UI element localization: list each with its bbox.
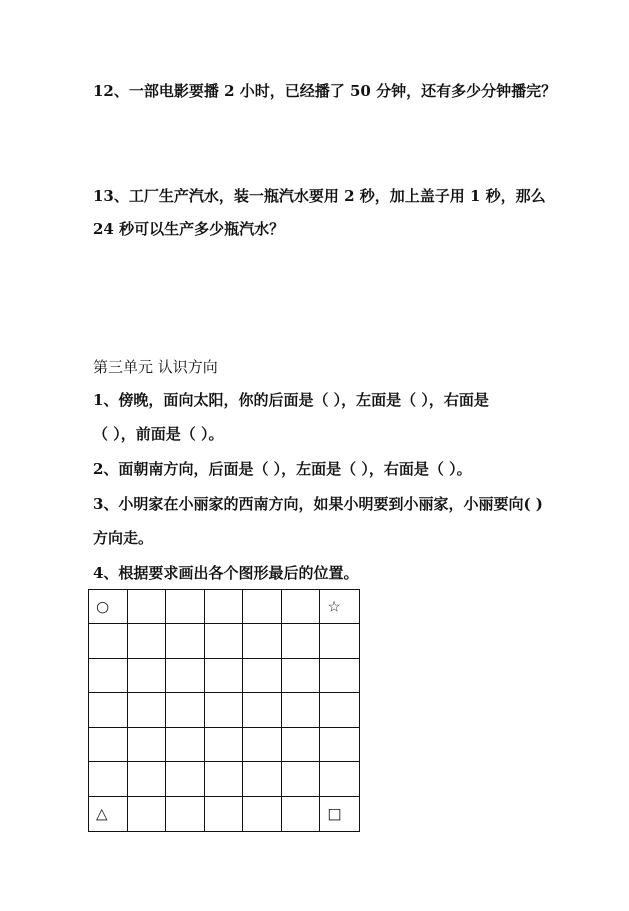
grid-cell (205, 693, 244, 727)
grid-cell (89, 590, 128, 624)
grid-cell (205, 590, 244, 624)
grid-cell (205, 762, 244, 796)
grid-cell (320, 590, 359, 624)
grid-cell (205, 728, 244, 762)
grid-cell (320, 728, 359, 762)
grid-cell (205, 624, 244, 658)
grid-cell (243, 624, 282, 658)
direction-question-2: 2、面朝南方向，后面是（ ），左面是（ ），右面是（ ）。 (93, 460, 472, 478)
grid-cell (243, 693, 282, 727)
grid-cell (282, 728, 321, 762)
grid-cell (282, 693, 321, 727)
grid-cell (282, 797, 321, 831)
grid-cell (282, 659, 321, 693)
grid-cell (166, 624, 205, 658)
grid-cell (128, 590, 167, 624)
grid-cell (205, 797, 244, 831)
square-icon: □ (327, 804, 342, 823)
grid-cell (282, 762, 321, 796)
position-grid (88, 589, 360, 832)
grid-cell (89, 762, 128, 796)
grid-cell (89, 797, 128, 831)
grid-cell (243, 762, 282, 796)
grid-cell (166, 797, 205, 831)
grid-cell (320, 797, 359, 831)
grid-cell (320, 693, 359, 727)
grid-cell (128, 728, 167, 762)
unit-title: 第三单元 认识方向 (93, 358, 218, 376)
grid-cell (320, 624, 359, 658)
grid-cell (205, 659, 244, 693)
grid-cell (166, 762, 205, 796)
triangle-icon: △ (96, 804, 108, 823)
grid-cell (320, 659, 359, 693)
grid-cell (282, 590, 321, 624)
grid-cell (89, 728, 128, 762)
grid-cell (166, 728, 205, 762)
question-12: 12、一部电影要播 2 小时，已经播了 50 分钟，还有多少分钟播完？ (93, 82, 557, 100)
star-icon: ☆ (327, 597, 341, 616)
question-13-line-1: 13、工厂生产汽水，装一瓶汽水要用 2 秒，加上盖子用 1 秒，那么 (93, 187, 546, 205)
grid-cell (128, 797, 167, 831)
grid-cell (243, 797, 282, 831)
grid-cell (166, 659, 205, 693)
grid-cell (166, 693, 205, 727)
grid-cell (243, 728, 282, 762)
grid-cell (243, 659, 282, 693)
grid-cell (320, 762, 359, 796)
grid-cell (282, 624, 321, 658)
grid-cell (128, 624, 167, 658)
grid-cell (166, 590, 205, 624)
direction-question-3-line-1: 3、小明家在小丽家的西南方向，如果小明要到小丽家，小丽要向( ) (93, 495, 543, 513)
grid-cell (128, 659, 167, 693)
direction-question-1-line-2: （ ），前面是（ ）。 (93, 425, 224, 443)
direction-question-4: 4、根据要求画出各个图形最后的位置。 (93, 564, 359, 582)
grid-cell (89, 693, 128, 727)
grid-cell (128, 762, 167, 796)
direction-question-1-line-1: 1、傍晚，面向太阳，你的后面是（ ），左面是（ ），右面是 (93, 391, 489, 409)
direction-question-3-line-2: 方向走。 (93, 529, 154, 547)
grid-cell (128, 693, 167, 727)
question-13-line-2: 24 秒可以生产多少瓶汽水？ (93, 220, 285, 238)
circle-icon: ○ (96, 597, 110, 616)
grid-cell (243, 590, 282, 624)
grid-cell (89, 624, 128, 658)
grid-cell (89, 659, 128, 693)
